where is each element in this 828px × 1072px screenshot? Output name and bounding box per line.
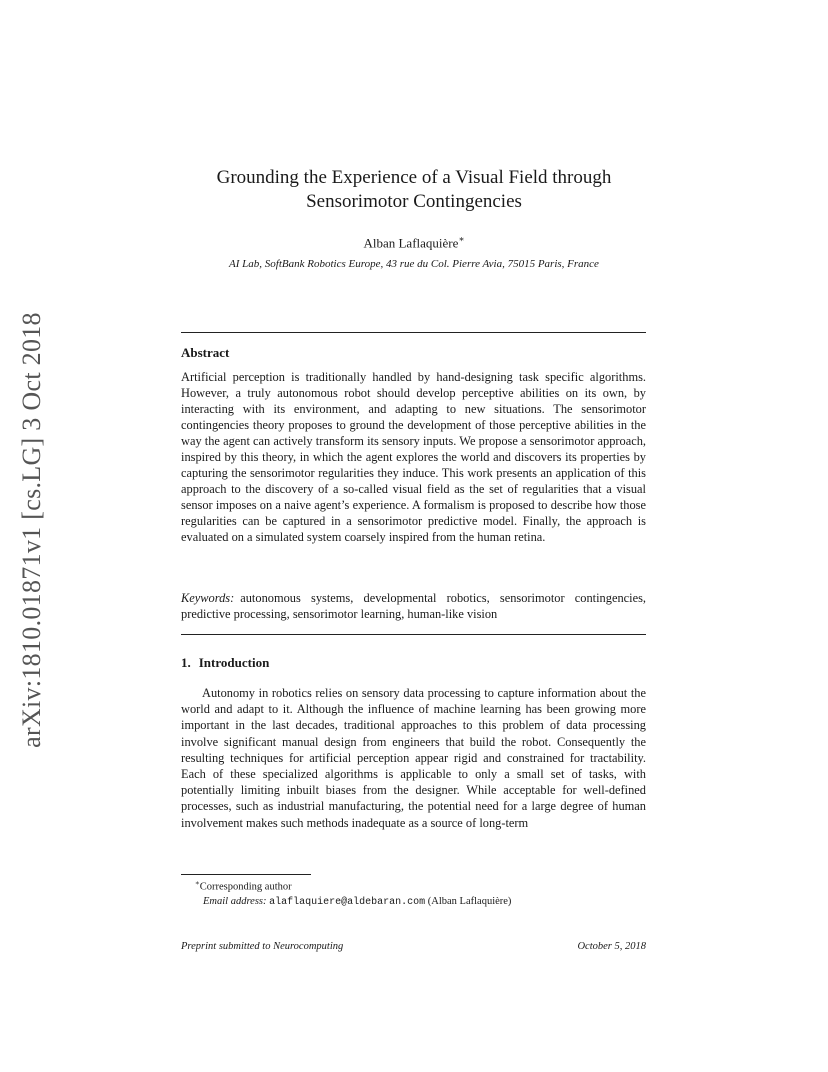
footnote-mark: ∗ xyxy=(195,879,200,887)
keywords xyxy=(181,590,646,622)
author-footnote-mark: ∗ xyxy=(458,234,465,244)
abstract-text: Artificial perception is traditionally handled by hand-designing task specific algorithms. However, a truly autonomous robot should develop perceptive abilities on its own, by interacting with its environment, and adapting to new situations. The sensorimotor contingencies theory proposes to ground the development of those perceptive abilities in the way the agent can actively transform its sensory inputs. We propose a sensorimotor approach, inspired by this theory, in which the agent explores the world and discovers its properties by capturing the sensorimotor regularities they induce. This work presents an application of this approach to the discovery of a so-called visual field as the set of regularities that a visual sensor imposes on a naive agent’s experience. A formalism is proposed to describe how those regularities can be captured in a sensorimotor predictive model. Finally, the approach is evaluated on a simulated system coarsely inspired from the human retina. xyxy=(181,370,646,544)
abstract-bottom-rule xyxy=(181,634,646,635)
author-affiliation: AI Lab, SoftBank Robotics Europe, 43 rue du Col. Pierre Avia, 75015 Paris, France xyxy=(229,258,599,270)
keywords-label: Keywords: xyxy=(181,591,235,605)
footnote-rule xyxy=(181,874,311,875)
footnote-corresponding xyxy=(181,876,646,895)
footnote xyxy=(181,876,646,910)
footer-date: October 5, 2018 xyxy=(577,941,646,952)
title-line-1: Grounding the Experience of a Visual Field through xyxy=(216,167,612,188)
arxiv-stamp: arXiv:1810.01871v1 [cs.LG] 3 Oct 2018 xyxy=(17,312,46,748)
author-name: Alban Laflaquière xyxy=(363,235,459,251)
footnote-email-line xyxy=(181,895,646,910)
paper-title xyxy=(120,166,708,214)
abstract-top-rule xyxy=(181,332,646,333)
introduction-text: Autonomy in robotics relies on sensory data processing to capture information about the world and adapt to it. Although the influence of machine learning has been growing more important in the last decades, traditional approaches to this problem of data processing involve significant manual design from engineers that build the robot. Consequently the resulting techniques for artificial perception appear rigid and constrained for tractability. Each of these specialized algorithms is applicable to only a small set of tasks, with potentially limiting inbuilt biases from the designer. While acceptable for well-defined processes, such as industrial manufacturing, the potential need for a large degree of human involvement makes such methods inadequate as a source of long-term xyxy=(181,686,646,830)
footer-preprint-note: Preprint submitted to Neurocomputing xyxy=(181,941,344,952)
section-heading xyxy=(181,655,269,671)
section-title: Introduction xyxy=(198,655,270,670)
abstract-heading: Abstract xyxy=(181,345,230,360)
email-owner: (Alban Laflaquière) xyxy=(427,895,512,907)
corresponding-author-label: Corresponding author xyxy=(199,881,292,893)
author-line xyxy=(120,234,708,251)
title-line-2: Sensorimotor Contingencies xyxy=(306,191,522,212)
email-address[interactable]: alaflaquiere@aldebaran.com xyxy=(269,896,426,908)
email-label: Email address: xyxy=(203,895,267,907)
section-number: 1. xyxy=(181,655,191,670)
page-footer xyxy=(181,941,646,952)
keywords-text: autonomous systems, developmental robotics, sensorimotor contingencies, predictive processing, sensorimotor learning, human-like vision xyxy=(181,591,646,621)
